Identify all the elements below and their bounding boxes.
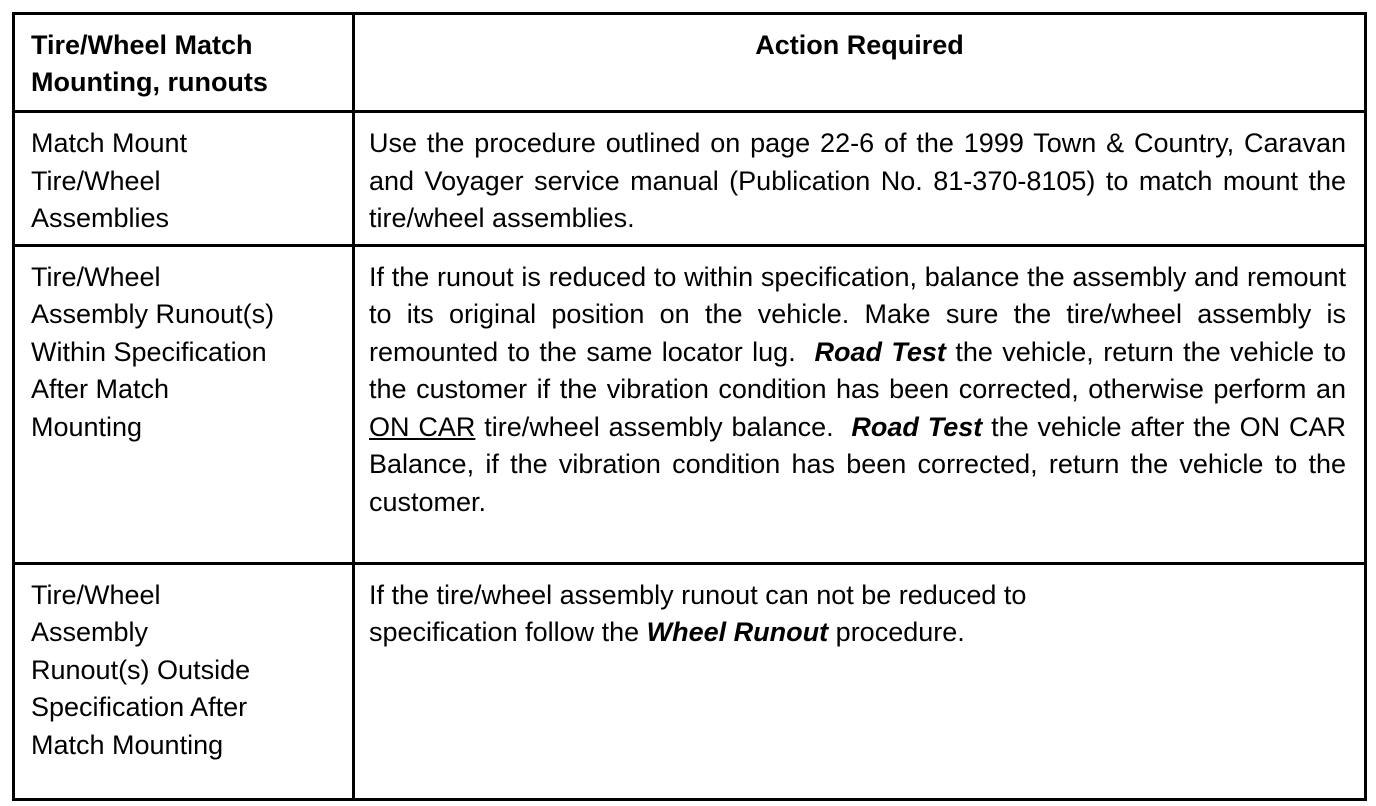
action-text-line2	[369, 614, 1346, 652]
action-table	[12, 12, 1367, 801]
action-text-part2: the vehicle, return the vehicle to the customer if the vibration condition has been corrected, otherwise perform an	[369, 336, 1347, 404]
header-col1-line1: Tire/Wheel Match	[31, 30, 253, 60]
header-col1-line2: Mounting, runouts	[31, 67, 268, 97]
row-label-line: Within Specification	[31, 336, 267, 367]
row-label-line: Match Mount	[31, 128, 188, 158]
wheel-runout-emphasis: Wheel Runout	[646, 617, 829, 647]
action-text: Use the procedure outlined on page 22-6 of the 1999 Town & Country, Caravan and Voyager service manual (Publication No. 81-370-8105) to match mount the tire/wheel assemblies.	[369, 128, 1346, 233]
row-label-line: After Match	[31, 374, 170, 404]
row-action-within-spec	[354, 245, 1366, 563]
road-test-emphasis: Road Test	[851, 411, 983, 442]
row-label-line: Assembly Runout(s)	[31, 299, 275, 329]
action-text-line1: If the tire/wheel assembly runout can not be reduced to	[369, 579, 1027, 610]
road-test-emphasis: Road Test	[814, 336, 946, 367]
on-car-underlined: ON CAR	[369, 411, 476, 442]
table-row	[14, 563, 1366, 799]
row-label-line: Assembly	[31, 617, 149, 647]
action-text-part3: tire/wheel assembly balance.	[484, 411, 834, 442]
action-text-part1: specification follow the	[369, 617, 640, 647]
header-tire-wheel-match	[14, 14, 354, 112]
header-action-required: Action Required	[354, 14, 1366, 112]
table-header-row	[14, 14, 1366, 112]
row-label-match-mount	[14, 112, 354, 246]
table-row	[14, 112, 1366, 246]
row-label-within-spec	[14, 245, 354, 563]
row-label-line: Tire/Wheel	[31, 165, 161, 196]
row-label-line: Tire/Wheel	[31, 579, 161, 610]
row-label-outside-spec	[14, 563, 354, 799]
action-text-part4: the vehicle after the ON CAR Balance, if the vibration condition has been corrected, return the vehicle to the customer.	[369, 411, 1346, 517]
row-label-line: Assemblies	[31, 203, 170, 233]
row-action-outside-spec	[354, 563, 1366, 799]
row-label-line: Match Mounting	[31, 729, 224, 760]
row-label-line: Runout(s) Outside	[31, 654, 251, 685]
row-label-line: Tire/Wheel	[31, 261, 161, 292]
row-label-line: Mounting	[31, 411, 143, 442]
action-text-part1: If the runout is reduced to within specification, balance the assembly and remount to its original position on the vehicle. Make sure the tire/wheel assembly is remounted to the same locator lug.	[369, 261, 1346, 367]
row-action-match-mount	[354, 112, 1366, 246]
table-row	[14, 245, 1366, 563]
row-label-line: Specification After	[31, 692, 248, 722]
action-text-part2: procedure.	[835, 617, 965, 647]
